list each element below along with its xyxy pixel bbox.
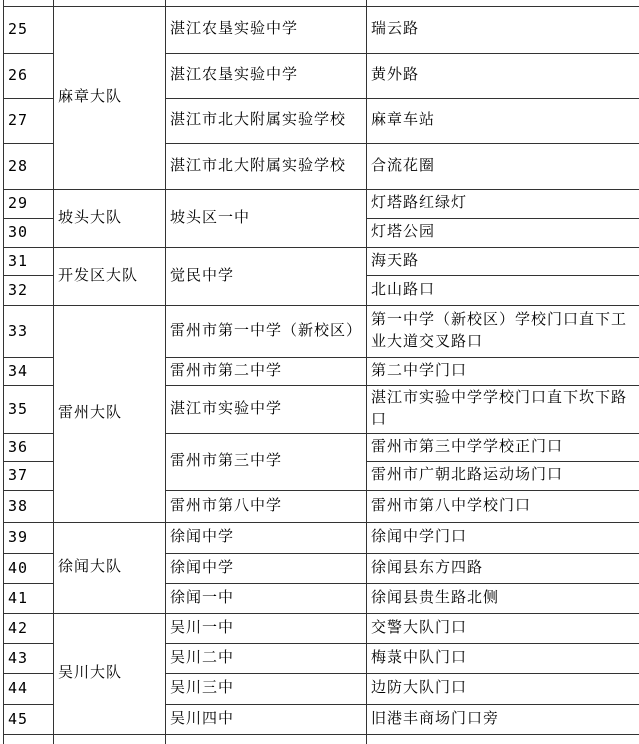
brigade-cell [54, 734, 166, 744]
brigade-cell: 雷州大队 [54, 305, 166, 522]
location-cell: 徐闻县贵生路北侧 [367, 583, 639, 613]
row-number-cell: 41 [4, 583, 54, 613]
location-cell: 合流花圈 [367, 143, 639, 189]
table-row [4, 247, 639, 275]
location-cell: 麻章车站 [367, 98, 639, 143]
school-cell: 湛江农垦实验中学 [166, 6, 367, 53]
table-row-clipped-bottom [4, 734, 639, 744]
brigade-cell: 开发区大队 [54, 247, 166, 305]
location-cell: 雷州市第三中学学校正门口 [367, 433, 639, 461]
location-cell: 交警大队门口 [367, 613, 639, 643]
school-cell: 吴川二中 [166, 643, 367, 673]
location-cell: 雷州市广朝北路运动场门口 [367, 461, 639, 490]
school-cell: 雷州市第一中学（新校区） [166, 305, 367, 357]
table-row [4, 189, 639, 218]
row-number-cell: 33 [4, 305, 54, 357]
row-number-cell: 42 [4, 613, 54, 643]
row-number-cell: 32 [4, 275, 54, 305]
school-cell: 湛江市北大附属实验学校 [166, 98, 367, 143]
school-cell: 雷州市第三中学 [166, 433, 367, 490]
location-cell [367, 734, 639, 744]
table-row [4, 613, 639, 643]
location-cell: 灯塔路红绿灯 [367, 189, 639, 218]
school-cell: 雷州市第八中学 [166, 490, 367, 522]
location-cell: 梅菉中队门口 [367, 643, 639, 673]
location-cell: 瑞云路 [367, 6, 639, 53]
school-cell: 觉民中学 [166, 247, 367, 305]
row-number-cell: 34 [4, 357, 54, 385]
row-number-cell: 36 [4, 433, 54, 461]
row-number-cell: 39 [4, 522, 54, 553]
row-number-cell: 25 [4, 6, 54, 53]
school-cell: 吴川三中 [166, 673, 367, 704]
school-cell: 徐闻中学 [166, 553, 367, 583]
school-cell: 雷州市第二中学 [166, 357, 367, 385]
location-cell: 第二中学门口 [367, 357, 639, 385]
location-cell: 海天路 [367, 247, 639, 275]
school-cell: 徐闻一中 [166, 583, 367, 613]
row-number-cell: 44 [4, 673, 54, 704]
location-cell: 雷州市第八中学校门口 [367, 490, 639, 522]
school-cell: 湛江市北大附属实验学校 [166, 143, 367, 189]
row-number-cell [4, 734, 54, 744]
school-cell: 坡头区一中 [166, 189, 367, 247]
row-number-cell: 43 [4, 643, 54, 673]
row-number-cell: 31 [4, 247, 54, 275]
location-cell: 徐闻县东方四路 [367, 553, 639, 583]
row-number-cell: 37 [4, 461, 54, 490]
brigade-cell: 吴川大队 [54, 613, 166, 734]
school-cell: 徐闻中学 [166, 522, 367, 553]
brigade-cell: 坡头大队 [54, 189, 166, 247]
row-number-cell: 40 [4, 553, 54, 583]
row-number-cell: 28 [4, 143, 54, 189]
location-cell: 北山路口 [367, 275, 639, 305]
row-number-cell: 29 [4, 189, 54, 218]
table-row [4, 522, 639, 553]
row-number-cell: 38 [4, 490, 54, 522]
brigade-cell: 麻章大队 [54, 6, 166, 189]
location-cell: 徐闻中学门口 [367, 522, 639, 553]
location-cell: 湛江市实验中学学校门口直下坎下路口 [367, 385, 639, 433]
row-number-cell: 27 [4, 98, 54, 143]
school-cell: 吴川一中 [166, 613, 367, 643]
location-cell: 黄外路 [367, 53, 639, 98]
school-cell [166, 734, 367, 744]
location-cell: 旧港丰商场门口旁 [367, 704, 639, 734]
row-number-cell: 30 [4, 218, 54, 247]
school-cell: 湛江农垦实验中学 [166, 53, 367, 98]
school-patrol-table [3, 0, 639, 744]
brigade-cell: 徐闻大队 [54, 522, 166, 613]
table-row [4, 6, 639, 53]
row-number-cell: 35 [4, 385, 54, 433]
school-cell: 吴川四中 [166, 704, 367, 734]
school-cell: 湛江市实验中学 [166, 385, 367, 433]
table-row [4, 305, 639, 357]
row-number-cell: 26 [4, 53, 54, 98]
location-cell: 灯塔公园 [367, 218, 639, 247]
location-cell: 第一中学（新校区）学校门口直下工业大道交叉路口 [367, 305, 639, 357]
row-number-cell: 45 [4, 704, 54, 734]
location-cell: 边防大队门口 [367, 673, 639, 704]
